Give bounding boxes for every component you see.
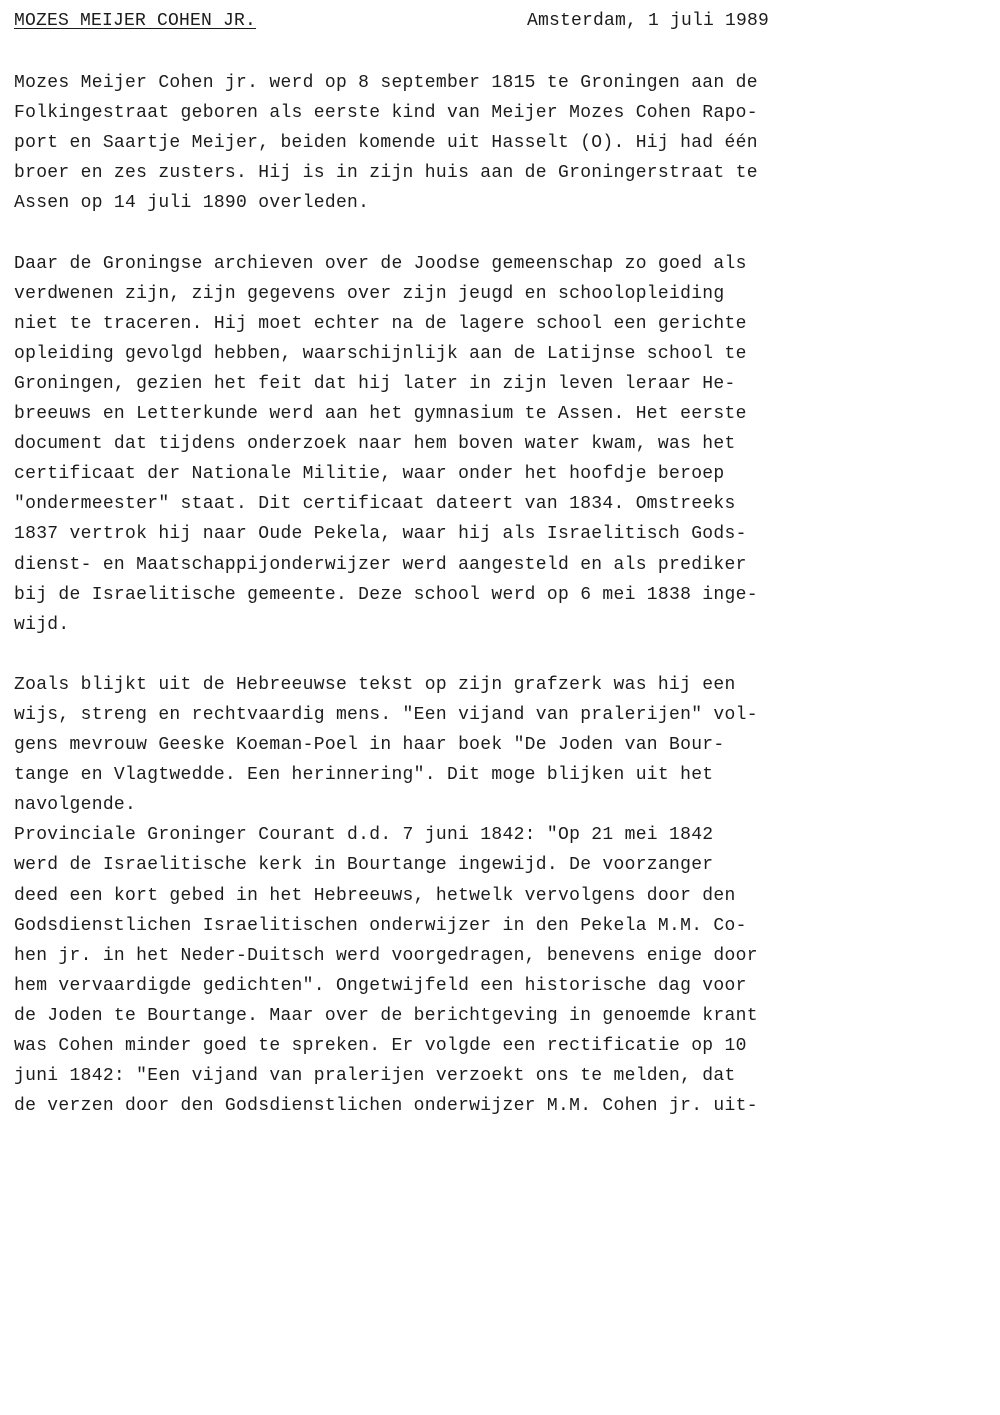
text-line: was Cohen minder goed te spreken. Er volgde een rectificatie op 10 [14,1036,747,1056]
text-line: deed een kort gebed in het Hebreeuws, hetwelk vervolgens door den [14,885,736,906]
text-line: Zoals blijkt uit de Hebreeuwse tekst op zijn grafzerk was hij een [14,674,736,695]
text-line: Godsdienstlichen Israelitischen onderwijzer in den Pekela M.M. Co- [14,915,747,936]
text-line: niet te traceren. Hij moet echter na de lagere school een gerichte [14,313,747,334]
document-header [14,8,814,34]
text-line: broer en zes zusters. Hij is in zijn huis aan de Groningerstraat te [14,163,758,184]
text-line: de verzen door den Godsdienstlichen onderwijzer M.M. Cohen jr. uit- [14,1096,758,1117]
text-line: dienst- en Maatschappijonderwijzer werd aangesteld en als prediker [14,554,747,575]
text-line: Assen op 14 juli 1890 overleden. [14,193,370,214]
document-body [14,68,834,1121]
text-line: wijd. [14,614,70,635]
text-line: gens mevrouw Geeske Koeman-Poel in haar boek "De Joden van Bour- [14,735,725,756]
text-line: Provinciale Groninger Courant d.d. 7 juni 1842: "Op 21 mei 1842 [14,825,714,846]
text-line: juni 1842: "Een vijand van pralerijen verzoekt ons te melden, dat [14,1066,736,1087]
text-line: document dat tijdens onderzoek naar hem boven water kwam, was het [14,434,736,455]
text-line: verdwenen zijn, zijn gegevens over zijn jeugd en schoolopleiding [14,283,725,304]
text-line: hem vervaardigde gedichten". Ongetwijfeld een historische dag voor [14,975,747,996]
text-line: opleiding gevolgd hebben, waarschijnlijk aan de Latijnse school te [14,343,747,364]
text-line: werd de Israelitische kerk in Bourtange ingewijd. De voorzanger [14,855,714,876]
text-line: wijs, streng en rechtvaardig mens. "Een vijand van pralerijen" vol- [14,704,758,725]
text-line: Daar de Groningse archieven over de Joodse gemeenschap zo goed als [14,253,747,274]
text-line: port en Saartje Meijer, beiden komende uit Hasselt (O). Hij had één [14,133,758,154]
paragraph-2 [14,249,834,640]
text-line: Mozes Meijer Cohen jr. werd op 8 september 1815 te Groningen aan de [14,73,758,93]
document-title: MOZES MEIJER COHEN JR. [14,11,257,31]
text-line: navolgende. [14,795,137,816]
paragraph-gap [14,218,834,248]
text-line: breeuws en Letterkunde werd aan het gymnasium te Assen. Het eerste [14,404,747,425]
text-line: "ondermeester" staat. Dit certificaat dateert van 1834. Omstreeks [14,494,736,515]
text-line: tange en Vlagtwedde. Een herinnering". Dit moge blijken uit het [14,765,714,786]
paragraph-1 [14,68,834,218]
text-line: Folkingestraat geboren als eerste kind van Meijer Mozes Cohen Rapo- [14,103,758,124]
text-line: certificaat der Nationale Militie, waar onder het hoofdje beroep [14,464,725,485]
paragraph-3 [14,670,834,1121]
text-line: 1837 vertrok hij naar Oude Pekela, waar hij als Israelitisch Gods- [14,524,747,545]
paragraph-gap [14,640,834,670]
text-line: de Joden te Bourtange. Maar over de berichtgeving in genoemde krant [14,1005,758,1026]
document-date: Amsterdam, 1 juli 1989 [527,11,770,31]
text-line: bij de Israelitische gemeente. Deze school werd op 6 mei 1838 inge- [14,584,758,605]
text-line: Groningen, gezien het feit dat hij later in zijn leven leraar He- [14,373,736,394]
text-line: hen jr. in het Neder-Duitsch werd voorgedragen, benevens enige door [14,945,758,966]
